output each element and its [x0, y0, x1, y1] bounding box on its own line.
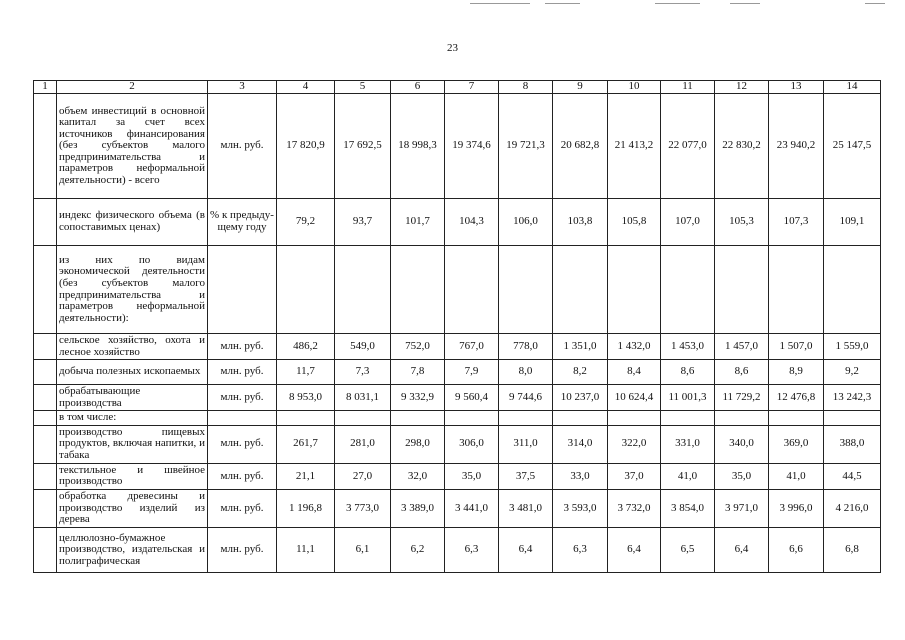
header-cell: 6	[391, 81, 445, 94]
value-cell: 6,8	[824, 527, 881, 572]
value-cell: 3 481,0	[499, 489, 553, 527]
table-row	[34, 463, 881, 489]
value-cell: 8,6	[661, 360, 715, 385]
unit-cell: млн. руб.	[208, 527, 277, 572]
indicator-cell: индекс физического объема (в сопоставимых ценах)	[57, 199, 208, 246]
row-number-cell	[34, 385, 57, 411]
header-cell: 2	[57, 81, 208, 94]
value-cell: 6,4	[499, 527, 553, 572]
value-cell: 20 682,8	[553, 94, 608, 199]
row-number-cell	[34, 199, 57, 246]
value-cell: 79,2	[277, 199, 335, 246]
unit-cell: млн. руб.	[208, 489, 277, 527]
unit-cell: млн. руб.	[208, 334, 277, 360]
value-cell: 7,8	[391, 360, 445, 385]
value-cell: 27,0	[335, 463, 391, 489]
table-row	[34, 411, 881, 426]
value-cell: 106,0	[499, 199, 553, 246]
row-number-cell	[34, 527, 57, 572]
value-cell: 9 560,4	[445, 385, 499, 411]
header-cell: 3	[208, 81, 277, 94]
table-row	[34, 360, 881, 385]
value-cell: 21,1	[277, 463, 335, 489]
header-row	[34, 81, 881, 94]
value-cell	[335, 411, 391, 426]
header-cell: 13	[769, 81, 824, 94]
value-cell: 306,0	[445, 425, 499, 463]
value-cell: 9 744,6	[499, 385, 553, 411]
scan-edge-marks	[470, 3, 890, 7]
value-cell: 103,8	[553, 199, 608, 246]
value-cell: 486,2	[277, 334, 335, 360]
value-cell: 21 413,2	[608, 94, 661, 199]
header-cell: 11	[661, 81, 715, 94]
value-cell: 752,0	[391, 334, 445, 360]
value-cell: 11,1	[277, 527, 335, 572]
value-cell: 388,0	[824, 425, 881, 463]
header-cell: 1	[34, 81, 57, 94]
value-cell: 6,4	[715, 527, 769, 572]
value-cell: 767,0	[445, 334, 499, 360]
value-cell: 4 216,0	[824, 489, 881, 527]
header-cell: 5	[335, 81, 391, 94]
value-cell: 6,3	[445, 527, 499, 572]
table-row	[34, 385, 881, 411]
value-cell: 104,3	[445, 199, 499, 246]
value-cell: 1 196,8	[277, 489, 335, 527]
value-cell	[769, 411, 824, 426]
value-cell: 11 001,3	[661, 385, 715, 411]
value-cell: 8,9	[769, 360, 824, 385]
value-cell: 331,0	[661, 425, 715, 463]
value-cell	[445, 411, 499, 426]
table-row	[34, 527, 881, 572]
value-cell: 22 830,2	[715, 94, 769, 199]
indicator-cell: обрабатывающие производства	[57, 385, 208, 411]
unit-cell: % к предыду-щему году	[208, 199, 277, 246]
table-row	[34, 489, 881, 527]
value-cell: 1 432,0	[608, 334, 661, 360]
value-cell: 11,7	[277, 360, 335, 385]
header-cell: 4	[277, 81, 335, 94]
header-cell: 10	[608, 81, 661, 94]
row-number-cell	[34, 334, 57, 360]
value-cell: 101,7	[391, 199, 445, 246]
value-cell: 3 441,0	[445, 489, 499, 527]
value-cell: 44,5	[824, 463, 881, 489]
unit-cell	[208, 246, 277, 334]
value-cell	[391, 411, 445, 426]
value-cell	[335, 246, 391, 334]
unit-cell: млн. руб.	[208, 425, 277, 463]
header-cell: 8	[499, 81, 553, 94]
row-number-cell	[34, 425, 57, 463]
value-cell	[824, 246, 881, 334]
value-cell: 322,0	[608, 425, 661, 463]
header-cell: 12	[715, 81, 769, 94]
value-cell	[499, 411, 553, 426]
value-cell: 3 854,0	[661, 489, 715, 527]
value-cell: 8 953,0	[277, 385, 335, 411]
unit-cell: млн. руб.	[208, 385, 277, 411]
value-cell: 17 820,9	[277, 94, 335, 199]
value-cell: 22 077,0	[661, 94, 715, 199]
row-number-cell	[34, 246, 57, 334]
value-cell: 8,6	[715, 360, 769, 385]
value-cell: 340,0	[715, 425, 769, 463]
value-cell: 10 237,0	[553, 385, 608, 411]
value-cell	[715, 411, 769, 426]
header-cell: 7	[445, 81, 499, 94]
value-cell: 7,3	[335, 360, 391, 385]
value-cell: 33,0	[553, 463, 608, 489]
value-cell: 12 476,8	[769, 385, 824, 411]
table-row	[34, 199, 881, 246]
value-cell	[769, 246, 824, 334]
indicator-cell: целлюлозно-бумажное производство, издательская и полиграфическая	[57, 527, 208, 572]
value-cell: 37,0	[608, 463, 661, 489]
value-cell: 369,0	[769, 425, 824, 463]
value-cell: 1 453,0	[661, 334, 715, 360]
value-cell	[277, 246, 335, 334]
value-cell	[608, 411, 661, 426]
value-cell: 1 559,0	[824, 334, 881, 360]
value-cell: 35,0	[445, 463, 499, 489]
indicator-cell: сельское хозяйство, охота и лесное хозяйство	[57, 334, 208, 360]
value-cell	[553, 411, 608, 426]
value-cell: 19 374,6	[445, 94, 499, 199]
value-cell: 11 729,2	[715, 385, 769, 411]
investment-table	[33, 80, 881, 573]
table-row	[34, 246, 881, 334]
value-cell	[277, 411, 335, 426]
row-number-cell	[34, 411, 57, 426]
value-cell	[445, 246, 499, 334]
page-number: 23	[447, 42, 458, 54]
value-cell: 298,0	[391, 425, 445, 463]
value-cell: 13 242,3	[824, 385, 881, 411]
value-cell	[553, 246, 608, 334]
value-cell: 3 996,0	[769, 489, 824, 527]
value-cell: 105,8	[608, 199, 661, 246]
value-cell: 17 692,5	[335, 94, 391, 199]
value-cell	[391, 246, 445, 334]
value-cell: 41,0	[769, 463, 824, 489]
value-cell: 3 773,0	[335, 489, 391, 527]
row-number-cell	[34, 94, 57, 199]
value-cell: 105,3	[715, 199, 769, 246]
value-cell: 37,5	[499, 463, 553, 489]
unit-cell: млн. руб.	[208, 360, 277, 385]
value-cell	[824, 411, 881, 426]
value-cell: 314,0	[553, 425, 608, 463]
unit-cell: млн. руб.	[208, 94, 277, 199]
table-row	[34, 94, 881, 199]
value-cell: 1 507,0	[769, 334, 824, 360]
value-cell: 6,6	[769, 527, 824, 572]
value-cell: 6,1	[335, 527, 391, 572]
value-cell: 8,0	[499, 360, 553, 385]
value-cell: 8 031,1	[335, 385, 391, 411]
value-cell	[499, 246, 553, 334]
value-cell: 9 332,9	[391, 385, 445, 411]
table-row	[34, 425, 881, 463]
value-cell: 10 624,4	[608, 385, 661, 411]
indicator-cell: добыча полезных ископаемых	[57, 360, 208, 385]
value-cell: 261,7	[277, 425, 335, 463]
value-cell: 311,0	[499, 425, 553, 463]
value-cell: 7,9	[445, 360, 499, 385]
value-cell: 6,3	[553, 527, 608, 572]
value-cell: 3 389,0	[391, 489, 445, 527]
value-cell: 3 593,0	[553, 489, 608, 527]
unit-cell: млн. руб.	[208, 463, 277, 489]
indicator-cell: в том числе:	[57, 411, 208, 426]
value-cell: 1 457,0	[715, 334, 769, 360]
row-number-cell	[34, 360, 57, 385]
value-cell: 8,4	[608, 360, 661, 385]
value-cell: 3 971,0	[715, 489, 769, 527]
value-cell: 6,5	[661, 527, 715, 572]
value-cell: 19 721,3	[499, 94, 553, 199]
value-cell: 93,7	[335, 199, 391, 246]
value-cell: 281,0	[335, 425, 391, 463]
value-cell: 107,0	[661, 199, 715, 246]
row-number-cell	[34, 489, 57, 527]
unit-cell	[208, 411, 277, 426]
value-cell: 25 147,5	[824, 94, 881, 199]
indicator-cell: текстильное и швейное производство	[57, 463, 208, 489]
indicator-cell: обработка древесины и производство изделий из дерева	[57, 489, 208, 527]
table-row	[34, 334, 881, 360]
value-cell: 32,0	[391, 463, 445, 489]
value-cell: 18 998,3	[391, 94, 445, 199]
value-cell	[661, 246, 715, 334]
row-number-cell	[34, 463, 57, 489]
value-cell: 35,0	[715, 463, 769, 489]
indicator-cell: производство пищевых продуктов, включая напитки, и табака	[57, 425, 208, 463]
value-cell: 107,3	[769, 199, 824, 246]
value-cell: 23 940,2	[769, 94, 824, 199]
value-cell	[715, 246, 769, 334]
value-cell: 109,1	[824, 199, 881, 246]
value-cell: 3 732,0	[608, 489, 661, 527]
value-cell: 8,2	[553, 360, 608, 385]
value-cell: 1 351,0	[553, 334, 608, 360]
header-cell: 9	[553, 81, 608, 94]
value-cell: 6,2	[391, 527, 445, 572]
value-cell: 9,2	[824, 360, 881, 385]
indicator-cell: объем инвестиций в основной капитал за счет всех источников финансирования (без субъектов малого предпринимательства и параметров неформальной деятельности) - всего	[57, 94, 208, 199]
value-cell: 778,0	[499, 334, 553, 360]
value-cell: 6,4	[608, 527, 661, 572]
value-cell: 41,0	[661, 463, 715, 489]
value-cell	[661, 411, 715, 426]
indicator-cell: из них по видам экономической деятельности (без субъектов малого предпринимательства и параметров неформальной деятельности):	[57, 246, 208, 334]
value-cell: 549,0	[335, 334, 391, 360]
value-cell	[608, 246, 661, 334]
header-cell: 14	[824, 81, 881, 94]
